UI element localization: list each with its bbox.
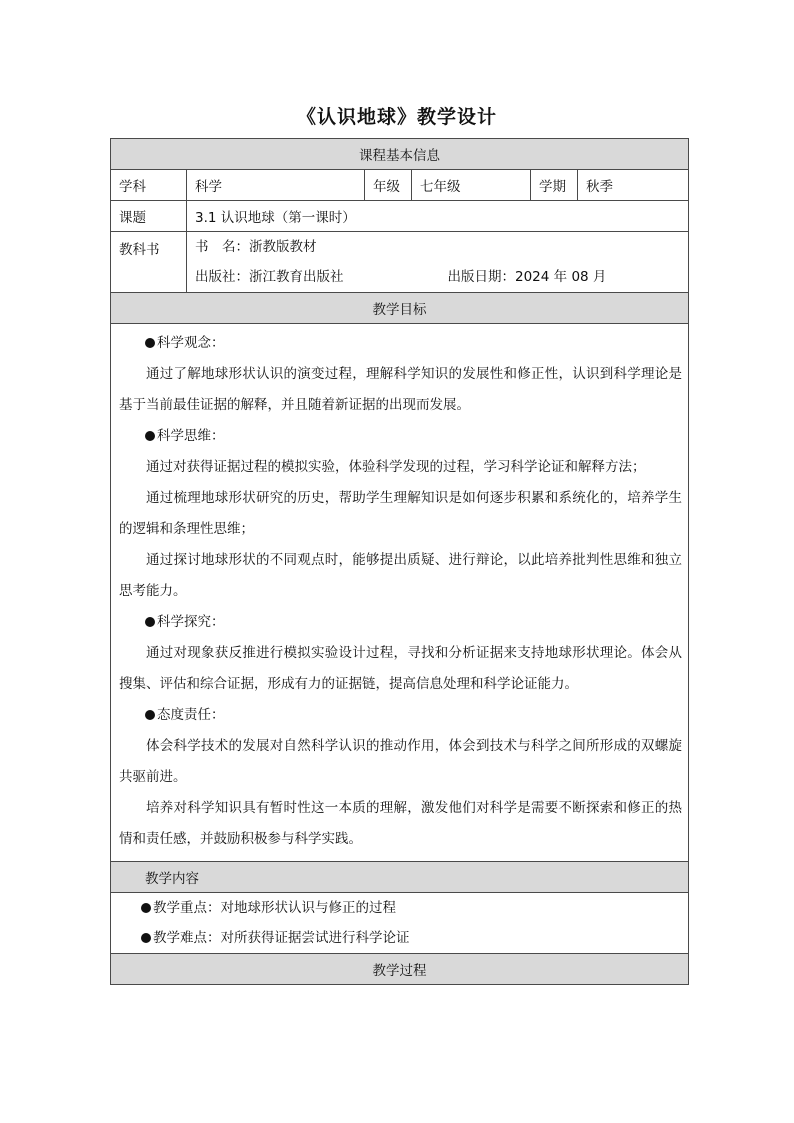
objective-paragraph: 通过探讨地球形状的不同观点时，能够提出质疑、进行辩论，以此培养批判性思维和独立思考能力。: [119, 552, 683, 599]
textbook-info: [187, 232, 689, 293]
objectives-body: [111, 324, 689, 862]
term-label: 学期: [531, 170, 578, 201]
objective-section-title: 态度责任：: [119, 700, 682, 731]
grade-label: 年级: [365, 170, 412, 201]
objective-section-title: 科学探究：: [119, 607, 682, 638]
content-header: 教学内容: [111, 862, 689, 893]
bullet-icon: [145, 431, 155, 441]
book-name: 书 名：浙教版教材: [195, 239, 317, 255]
topic-value: 3.1 认识地球（第一课时）: [187, 201, 689, 232]
subject-label: 学科: [111, 170, 187, 201]
bullet-icon: [145, 710, 155, 720]
difficulty-point: 教学难点：对所获得证据尝试进行科学论证: [111, 923, 688, 953]
objective-paragraph: 通过梳理地球形状研究的历史，帮助学生理解知识是如何逐步积累和系统化的，培养学生的逻辑和条理性思维；: [119, 490, 683, 537]
objective-paragraph: 培养对科学知识具有暂时性这一本质的理解，激发他们对科学是需要不断探索和修正的热情和责任感，并鼓励积极参与科学实践。: [119, 800, 683, 847]
basic-info-row: [111, 170, 689, 201]
publisher: 出版社：浙江教育出版社: [195, 269, 344, 285]
publish-date: 出版日期：2024 年 08 月: [447, 269, 607, 285]
objectives-header: 教学目标: [111, 293, 689, 324]
objective-paragraph: 通过对获得证据过程的模拟实验，体验科学发现的过程，学习科学论证和解释方法；: [146, 459, 646, 475]
subject-value: 科学: [187, 170, 365, 201]
objective-section-title: 科学观念：: [119, 328, 682, 359]
process-header: 教学过程: [111, 954, 689, 985]
lesson-plan-table: [110, 138, 689, 985]
document-title: 《认识地球》教学设计: [296, 106, 497, 128]
objective-paragraph: 通过了解地球形状认识的演变过程，理解科学知识的发展性和修正性，认识到科学理论是基于当前最佳证据的解释，并且随着新证据的出现而发展。: [119, 366, 683, 413]
textbook-row: [111, 232, 689, 293]
textbook-label: 教科书: [111, 232, 187, 293]
publisher-line: [187, 262, 688, 292]
grade-value: 七年级: [412, 170, 531, 201]
topic-row: [111, 201, 689, 232]
key-point: 教学重点：对地球形状认识与修正的过程: [111, 893, 688, 923]
bullet-icon: [141, 903, 151, 913]
topic-label: 课题: [111, 201, 187, 232]
objective-section-title: 科学思维：: [119, 421, 682, 452]
bullet-icon: [141, 933, 151, 943]
basic-info-header: 课程基本信息: [111, 139, 689, 170]
objective-paragraph: 通过对现象获反推进行模拟实验设计过程，寻找和分析证据来支持地球形状理论。体会从搜集、评估和综合证据，形成有力的证据链，提高信息处理和科学论证能力。: [119, 645, 683, 692]
bullet-icon: [145, 338, 155, 348]
bullet-icon: [145, 617, 155, 627]
term-value: 秋季: [578, 170, 689, 201]
objective-paragraph: 体会科学技术的发展对自然科学认识的推动作用，体会到技术与科学之间所形成的双螺旋共驱前进。: [119, 738, 683, 785]
content-body: [111, 893, 689, 954]
